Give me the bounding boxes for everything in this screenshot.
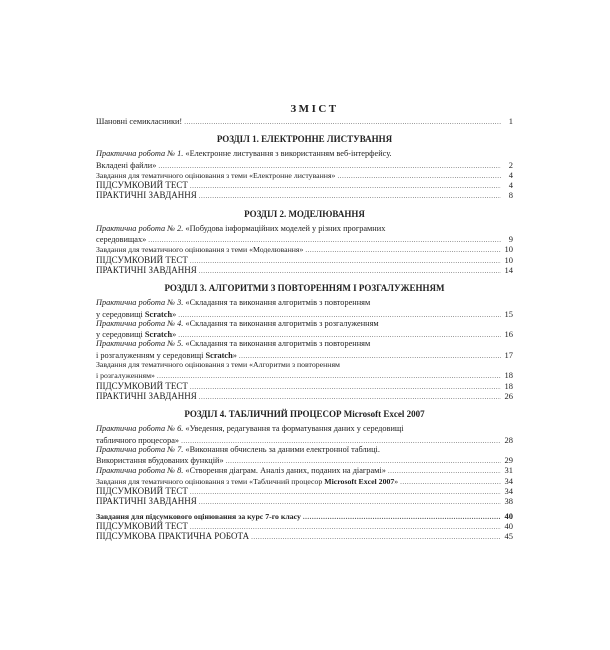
section-heading-2: РОЗДІЛ 2. МОДЕЛЮВАННЯ [244,208,365,219]
toc-entry-final-assessment[interactable] [96,511,513,521]
entry-text: ПРАКТИЧНІ ЗАВДАННЯ [96,264,197,275]
page-number: 9 [508,234,513,245]
toc-entry-practical-4-cont[interactable] [96,329,513,339]
toc-entry-practical-3[interactable] [96,298,513,308]
entry-text: » [172,309,177,319]
page-number: 38 [504,496,513,507]
leader-dots [157,371,501,381]
entry-text: Вкладені файли» [96,160,157,170]
entry-text: Завдання для тематичного оцінювання з теми «Електронне листування» [96,170,336,180]
page-number: 45 [504,531,513,542]
page-number: 34 [504,486,513,497]
page-number: 4 [508,180,513,191]
entry-prefix: Практична робота № 6. [96,424,184,434]
entry-text: ПІДСУМКОВИЙ ТЕСТ [96,180,188,191]
toc-entry-practical-7-cont[interactable] [96,455,513,465]
toc-entry-practical-7[interactable] [96,445,513,455]
entry-prefix: Практична робота № 3. [96,298,184,308]
page-title: ЗМІСТ [290,103,339,115]
entry-text: «Складання та виконання алгоритмів з повторенням [185,298,371,308]
leader-dots [190,382,501,392]
toc-entry-assessment-2[interactable] [96,244,513,254]
page-number: 1 [508,116,513,126]
page-number: 10 [504,254,513,265]
entry-text: «Електронне листування з використанням веб-інтерфейсу. [185,149,392,159]
leader-dots [400,477,501,487]
entry-text: Шановні семикласники! [96,117,183,126]
toc-entry-assessment-3-cont[interactable] [96,370,513,380]
toc-entry-test-2[interactable] [96,255,513,265]
heading-text: РОЗДІЛ 4. ТАБЛИЧНИЙ ПРОЦЕСОР [184,409,344,420]
entry-text: «Створення діаграм. Аналіз даних, поданих на діаграмі» [185,466,386,476]
toc-entry-assessment-3[interactable] [96,360,513,370]
entry-text: ПІДСУМКОВИЙ ТЕСТ [96,486,188,497]
leader-dots [190,487,501,497]
entry-text: » [232,350,237,360]
toc-entry-tasks-4[interactable] [96,496,513,506]
toc-entry-practical-2-cont[interactable] [96,234,513,244]
toc-entry-test-4[interactable] [96,486,513,496]
page-number: 18 [504,370,513,381]
page-number: 18 [504,380,513,391]
page-number: 14 [504,264,513,275]
page-number: 40 [504,520,513,531]
leader-dots [158,161,501,171]
entry-text: ПІДСУМКОВИЙ ТЕСТ [96,254,188,265]
toc-entry-final-practical[interactable] [96,531,513,541]
toc-entry-practical-5-cont[interactable] [96,350,513,360]
entry-text: ПРАКТИЧНІ ЗАВДАННЯ [96,390,197,401]
entry-text: ПРАКТИЧНІ ЗАВДАННЯ [96,190,197,201]
entry-text: у середовищі [96,330,145,340]
page-number: 29 [504,455,513,466]
page-number: 10 [504,244,513,255]
toc-entry-tasks-2[interactable] [96,265,513,275]
leader-dots [199,392,501,402]
toc-entry-tasks-1[interactable] [96,190,513,200]
toc-entry-practical-6[interactable] [96,424,513,434]
toc-entry-practical-2[interactable] [96,224,513,234]
entry-prefix: Практична робота № 2. [96,223,184,233]
leader-dots [148,235,501,245]
leader-dots [199,497,501,507]
toc-entry-practical-3-cont[interactable] [96,309,513,319]
toc-entry-test-3[interactable] [96,381,513,391]
page-number: 2 [508,159,513,170]
page-number: 4 [508,169,513,180]
toc-entry-assessment-1[interactable] [96,170,513,180]
leader-dots [199,191,501,201]
entry-text: «Побудова інформаційних моделей у різних програмних [185,223,386,233]
entry-text: » [172,330,177,340]
entry-text: і розгалуженням» [96,371,155,381]
toc-entry-practical-8[interactable] [96,465,513,475]
toc-entry-intro[interactable] [96,116,513,126]
entry-text: ПІДСУМКОВИЙ ТЕСТ [96,520,188,531]
page-number: 31 [504,465,513,476]
entry-text: і розгалуженням у середовищі [96,350,206,360]
entry-text: ПІДСУМКОВА ПРАКТИЧНА РОБОТА [96,531,250,542]
entry-text: ПІДСУМКОВИЙ ТЕСТ [96,380,188,391]
leader-dots [199,266,501,276]
page-number: 28 [504,434,513,445]
entry-text: табличного процесора» [96,435,180,445]
page-number: 8 [508,190,513,201]
toc-entry-test-1[interactable] [96,180,513,190]
entry-prefix: Практична робота № 7. [96,444,184,454]
toc-entry-tasks-3[interactable] [96,391,513,401]
entry-prefix: Практична робота № 4. [96,318,184,328]
entry-text: Завдання для тематичного оцінювання з теми «Моделювання» [96,245,304,255]
entry-prefix: Практична робота № 1. [96,149,184,159]
page-number: 34 [504,475,513,486]
entry-text-bold: Scratch [144,330,173,340]
entry-text: Завдання для підсумкового оцінювання за курс 7-го класу [96,511,301,521]
toc-entry-assessment-4[interactable] [96,476,513,486]
entry-text: «Уведення, редагування та форматування даних у середовищі [185,424,404,434]
entry-text-bold: Scratch [205,350,233,360]
leader-dots [303,512,501,522]
heading-text-product: Microsoft Excel 2007 [343,409,425,420]
entry-text: Завдання для тематичного оцінювання з теми «Табличний процесор [96,476,325,486]
entry-text: «Складання та виконання алгоритмів з розгалуженням [185,318,379,328]
leader-dots [190,181,501,191]
leader-dots [305,245,501,255]
section-heading-1: РОЗДІЛ 1. ЕЛЕКТРОННЕ ЛИСТУВАННЯ [216,134,393,145]
entry-prefix: Практична робота № 5. [96,339,184,349]
page-number: 16 [504,329,513,340]
entry-text-bold: Scratch [144,309,173,319]
leader-dots [251,532,501,542]
leader-dots [337,171,501,181]
toc-entry-practical-5[interactable] [96,339,513,349]
entry-text: Завдання для тематичного оцінювання з теми «Алгоритми з повторенням [96,360,340,370]
section-heading-3: РОЗДІЛ 3. АЛГОРИТМИ З ПОВТОРЕННЯМ І РОЗГАЛУЖЕННЯМ [164,283,445,294]
toc-entry-practical-6-cont[interactable] [96,435,513,445]
entry-text: середовищах» [96,235,147,245]
entry-text: ПРАКТИЧНІ ЗАВДАННЯ [96,496,197,507]
page-number: 17 [504,349,513,360]
table-of-contents [96,103,513,542]
entry-text: Використання вбудованих функцій» [96,456,224,466]
page-number: 26 [504,390,513,401]
leader-dots [388,466,501,476]
leader-dots [190,256,501,266]
page-number: 40 [504,510,513,521]
leader-dots [226,456,501,466]
toc-entry-practical-1[interactable] [96,149,513,159]
entry-text: «Виконання обчислень за даними електронної таблиці. [185,444,380,454]
toc-entry-practical-4[interactable] [96,319,513,329]
toc-entry-practical-1-cont[interactable] [96,160,513,170]
toc-entry-final-test[interactable] [96,521,513,531]
entry-text: у середовищі [96,309,145,319]
leader-dots [184,117,501,127]
page-number: 15 [504,308,513,319]
entry-text: » [394,476,399,486]
entry-prefix: Практична робота № 8. [96,466,184,476]
section-heading-4 [96,409,513,420]
entry-text-bold: Microsoft Excel 2007 [324,476,395,486]
entry-text: «Складання та виконання алгоритмів з повторенням [185,339,371,349]
